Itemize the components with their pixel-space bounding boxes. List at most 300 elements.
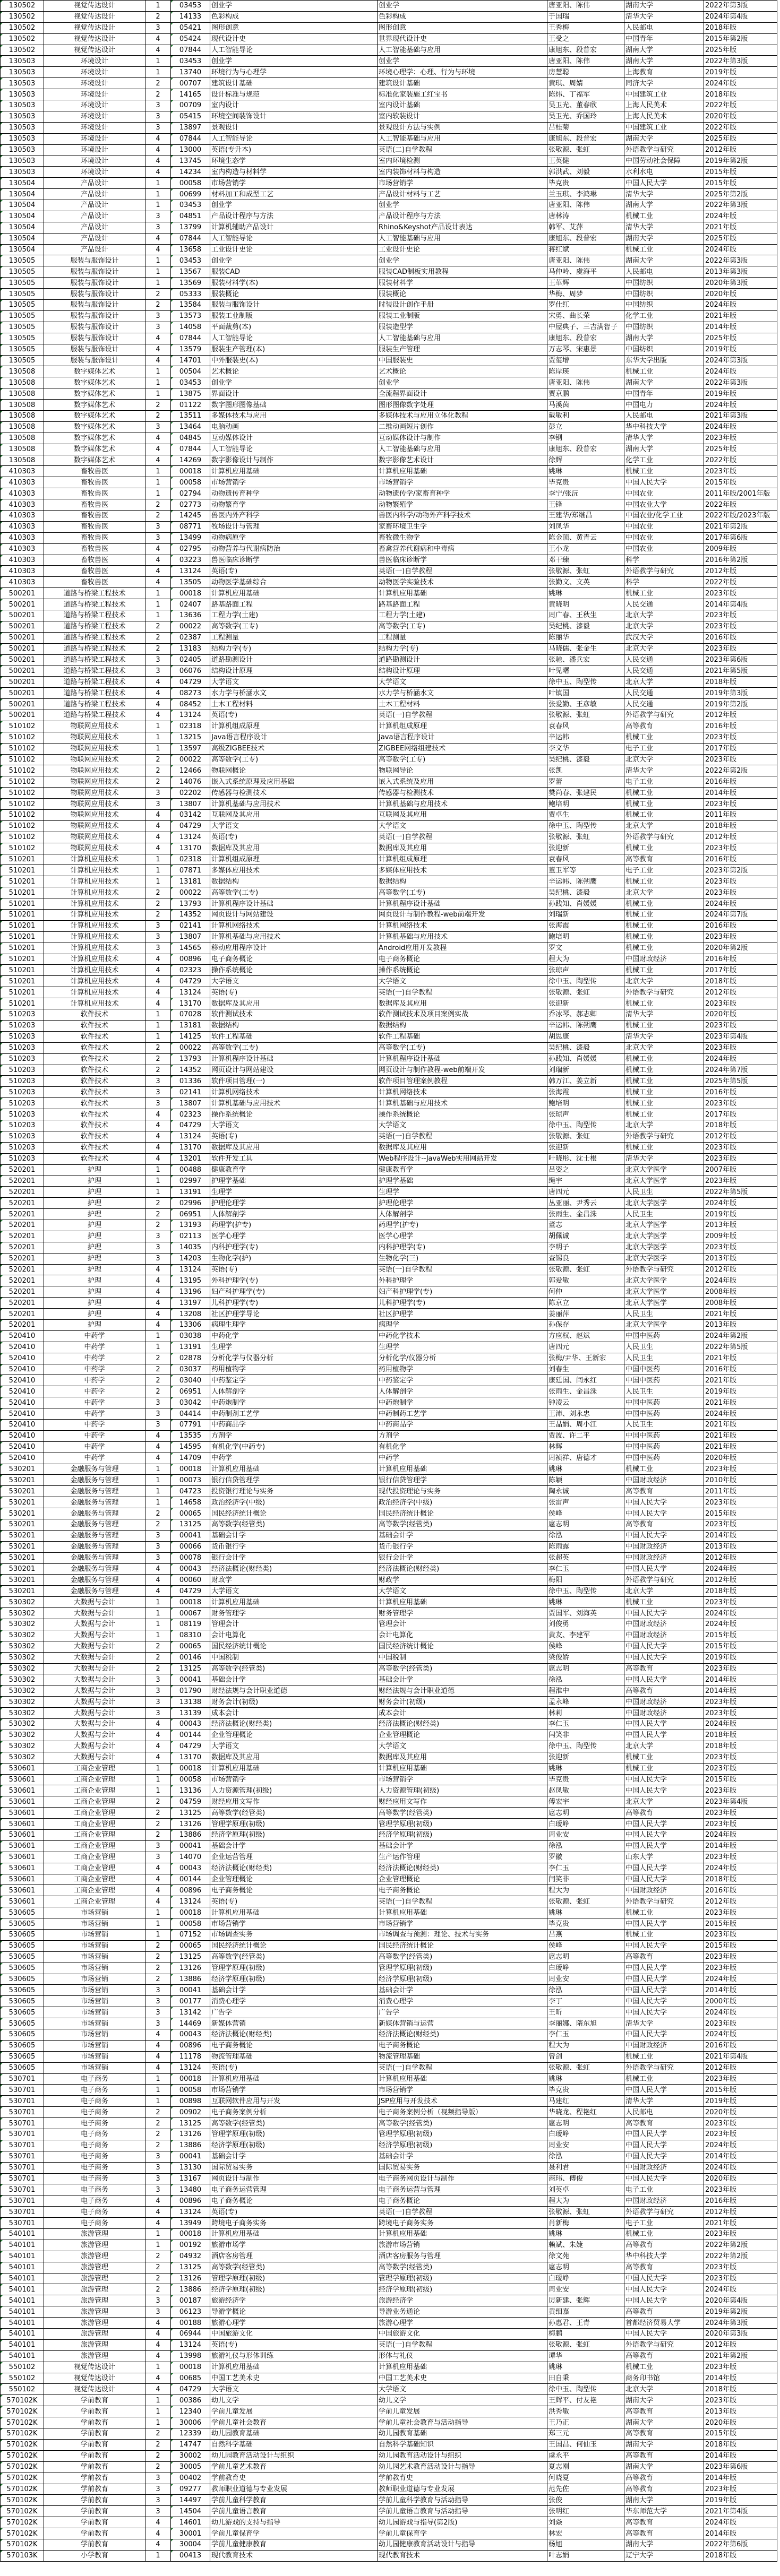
major-name-cell[interactable]: 金融服务与管理 — [44, 1530, 145, 1541]
textbook-name-cell[interactable]: 学前儿童语言教育与活动指导 — [378, 2506, 547, 2517]
semester-cell[interactable]: 2 — [145, 765, 171, 776]
course-code-cell[interactable]: 06951 — [171, 1209, 210, 1220]
major-name-cell[interactable]: 畜牧兽医 — [44, 510, 145, 521]
edition-cell[interactable]: 2023年版 — [704, 931, 777, 943]
textbook-name-cell[interactable]: 中国税制 — [378, 1652, 547, 1663]
author-cell[interactable]: 扈志明 — [547, 1519, 624, 1531]
edition-cell[interactable]: 2012年版 — [704, 710, 777, 721]
author-cell[interactable]: 王小龙 — [547, 543, 624, 555]
major-code-cell[interactable]: 530601 — [1, 1874, 44, 1885]
author-cell[interactable]: 辛运帏、陈朔鹰 — [547, 876, 624, 887]
major-code-cell[interactable]: 570102K — [1, 2528, 44, 2539]
semester-cell[interactable]: 2 — [145, 1042, 171, 1053]
edition-cell[interactable]: 2013年第3版 — [704, 266, 777, 278]
textbook-name-cell[interactable]: 管理学原理(初级) — [378, 2273, 547, 2284]
edition-cell[interactable]: 2012年版 — [704, 2207, 777, 2218]
publisher-cell[interactable]: 机械工业 — [624, 1020, 704, 1031]
course-name-cell[interactable]: 高等数学(工专) — [210, 621, 378, 632]
course-name-cell[interactable]: 数据结构 — [210, 1020, 378, 1031]
author-cell[interactable]: 华晓龙、程艳红 — [547, 2107, 624, 2118]
edition-cell[interactable]: 2012年版 — [704, 1575, 777, 1586]
semester-cell[interactable]: 1 — [145, 200, 171, 211]
semester-cell[interactable]: 2 — [145, 2140, 171, 2151]
publisher-cell[interactable]: 湖南大学 — [624, 133, 704, 144]
publisher-cell[interactable]: 水利水电 — [624, 167, 704, 178]
textbook-name-cell[interactable]: 世界现代设计史 — [378, 33, 547, 45]
textbook-name-cell[interactable]: 人力资源管理(初级) — [378, 1785, 547, 1796]
author-cell[interactable]: 王革辉 — [547, 278, 624, 289]
semester-cell[interactable]: 1 — [145, 2406, 171, 2417]
edition-cell[interactable]: 2023年版 — [704, 1663, 777, 1674]
course-code-cell[interactable]: 00018 — [171, 1763, 210, 1774]
major-code-cell[interactable]: 130508 — [1, 400, 44, 411]
publisher-cell[interactable]: 电子工业 — [624, 865, 704, 876]
major-name-cell[interactable]: 软件技术 — [44, 1031, 145, 1042]
semester-cell[interactable]: 2 — [145, 410, 171, 421]
semester-cell[interactable]: 4 — [145, 1730, 171, 1741]
textbook-name-cell[interactable]: 经济学原理(初级) — [378, 2140, 547, 2151]
edition-cell[interactable]: 2021年版 — [704, 222, 777, 233]
course-name-cell[interactable]: 经济学原理(初级) — [210, 2140, 378, 2151]
author-cell[interactable]: 唐亚阳、陈伟 — [547, 255, 624, 266]
semester-cell[interactable]: 4 — [145, 2207, 171, 2218]
edition-cell[interactable]: 2018年版 — [704, 1120, 777, 1131]
major-code-cell[interactable]: 510203 — [1, 1120, 44, 1131]
course-name-cell[interactable]: 现代设计史 — [210, 33, 378, 45]
publisher-cell[interactable]: 上海人民美术 — [624, 111, 704, 122]
publisher-cell[interactable]: 机械工业 — [624, 1142, 704, 1153]
author-cell[interactable]: 张雨生、金昌洙 — [547, 1386, 624, 1397]
textbook-name-cell[interactable]: 服装材料学 — [378, 278, 547, 289]
edition-cell[interactable]: 2019年版 — [704, 67, 777, 78]
textbook-name-cell[interactable]: 景观设计方法与实例 — [378, 122, 547, 133]
semester-cell[interactable]: 2 — [145, 2107, 171, 2118]
edition-cell[interactable]: 2023年版 — [704, 2362, 777, 2373]
author-cell[interactable]: 扈志明 — [547, 1951, 624, 1963]
edition-cell[interactable]: 2020年版 — [704, 2417, 777, 2428]
author-cell[interactable]: 梅阳 — [547, 1575, 624, 1586]
course-name-cell[interactable]: 导游学概论 — [210, 2306, 378, 2318]
textbook-name-cell[interactable]: 人工智能基础与应用 — [378, 233, 547, 244]
major-code-cell[interactable]: 540101 — [1, 2251, 44, 2262]
author-cell[interactable]: 徐中玉、陶型传 — [547, 1586, 624, 1597]
major-code-cell[interactable]: 520201 — [1, 1309, 44, 1320]
author-cell[interactable]: 姚琳 — [547, 2073, 624, 2085]
course-name-cell[interactable]: 高等数学(工专) — [210, 1042, 378, 1053]
textbook-name-cell[interactable]: 市场营销学 — [378, 2085, 547, 2096]
publisher-cell[interactable]: 外语教学与研究 — [624, 2339, 704, 2350]
edition-cell[interactable]: 2023年版 — [704, 1242, 777, 1253]
course-name-cell[interactable]: 幼儿园教育基础 — [210, 2428, 378, 2440]
course-name-cell[interactable]: 中药鉴定学 — [210, 1375, 378, 1386]
edition-cell[interactable]: 2019年版 — [704, 1209, 777, 1220]
major-name-cell[interactable]: 学前教育 — [44, 2495, 145, 2506]
textbook-name-cell[interactable]: 动物繁殖学 — [378, 499, 547, 511]
major-name-cell[interactable]: 护理 — [44, 1319, 145, 1330]
textbook-name-cell[interactable]: 畜禽营养代谢病和中毒病 — [378, 543, 547, 555]
major-name-cell[interactable]: 环境设计 — [44, 133, 145, 144]
textbook-name-cell[interactable]: 方剂学 — [378, 1430, 547, 1441]
semester-cell[interactable]: 2 — [145, 400, 171, 411]
edition-cell[interactable]: 2016年版 — [704, 721, 777, 732]
publisher-cell[interactable]: 中国人民大学 — [624, 1508, 704, 1519]
course-name-cell[interactable]: 药理学(护专) — [210, 1220, 378, 1231]
major-code-cell[interactable]: 520201 — [1, 1319, 44, 1330]
edition-cell[interactable]: 2012年版 — [704, 2062, 777, 2073]
edition-cell[interactable]: 2024年第7版 — [704, 1065, 777, 1076]
semester-cell[interactable]: 2 — [145, 1065, 171, 1076]
major-name-cell[interactable]: 畜牧兽医 — [44, 577, 145, 588]
major-name-cell[interactable]: 物联网应用技术 — [44, 843, 145, 854]
course-name-cell[interactable]: 英语(专升本) — [210, 144, 378, 155]
major-name-cell[interactable]: 视觉传达设计 — [44, 22, 145, 33]
major-code-cell[interactable]: 530701 — [1, 2096, 44, 2107]
author-cell[interactable]: 马溪茵 — [547, 400, 624, 411]
major-name-cell[interactable]: 大数据与会计 — [44, 1719, 145, 1730]
author-cell[interactable]: 吴卫光、乔国玲 — [547, 111, 624, 122]
course-name-cell[interactable]: 操作系统概论 — [210, 965, 378, 976]
major-name-cell[interactable]: 金融服务与管理 — [44, 1475, 145, 1486]
course-code-cell[interactable]: 00018 — [171, 2229, 210, 2240]
course-name-cell[interactable]: 英语(专) — [210, 832, 378, 843]
course-name-cell[interactable]: 学前儿童艺术教育 — [210, 2461, 378, 2473]
course-code-cell[interactable]: 13807 — [171, 931, 210, 943]
major-code-cell[interactable]: 510102 — [1, 799, 44, 810]
edition-cell[interactable]: 2013年版 — [704, 1253, 777, 1264]
author-cell[interactable]: 孙践知、肖媛媛 — [547, 1053, 624, 1065]
course-code-cell[interactable]: 02318 — [171, 854, 210, 865]
course-code-cell[interactable]: 00041 — [171, 1674, 210, 1685]
edition-cell[interactable]: 2018年版 — [704, 1586, 777, 1597]
edition-cell[interactable]: 2014年版 — [704, 2473, 777, 2484]
major-code-cell[interactable]: 520201 — [1, 1264, 44, 1275]
course-name-cell[interactable]: 景观设计 — [210, 122, 378, 133]
edition-cell[interactable]: 2019年版 — [704, 2096, 777, 2107]
semester-cell[interactable]: 2 — [145, 643, 171, 654]
textbook-name-cell[interactable]: 导游业务通论 — [378, 2306, 547, 2318]
semester-cell[interactable]: 1 — [145, 610, 171, 621]
course-code-cell[interactable]: 13139 — [171, 1708, 210, 1719]
course-name-cell[interactable]: 艺术概论 — [210, 366, 378, 377]
course-code-cell[interactable]: 00022 — [171, 621, 210, 632]
edition-cell[interactable]: 2010年版 — [704, 1475, 777, 1486]
major-code-cell[interactable]: 570102K — [1, 2417, 44, 2428]
textbook-name-cell[interactable]: 经济学原理(初级) — [378, 2284, 547, 2295]
course-name-cell[interactable]: 企业管理概论 — [210, 1874, 378, 1885]
major-code-cell[interactable]: 530701 — [1, 2118, 44, 2129]
edition-cell[interactable]: 2022年第5版 — [704, 1187, 777, 1198]
course-name-cell[interactable]: 软件开发工具 — [210, 1153, 378, 1164]
course-name-cell[interactable]: 管理学原理(初级) — [210, 2273, 378, 2284]
author-cell[interactable]: 查锡良 — [547, 1253, 624, 1264]
author-cell[interactable]: 闫笑非 — [547, 1730, 624, 1741]
semester-cell[interactable]: 1 — [145, 1187, 171, 1198]
major-name-cell[interactable]: 大数据与会计 — [44, 1708, 145, 1719]
edition-cell[interactable]: 2023年第2版 — [704, 865, 777, 876]
textbook-name-cell[interactable]: 高等数学(经管类) — [378, 1663, 547, 1674]
major-name-cell[interactable]: 金融服务与管理 — [44, 1508, 145, 1519]
author-cell[interactable]: 侯峰 — [547, 1940, 624, 1951]
course-name-cell[interactable]: 会计电算化 — [210, 1630, 378, 1641]
major-name-cell[interactable]: 物联网应用技术 — [44, 788, 145, 799]
major-name-cell[interactable]: 道路与桥梁工程技术 — [44, 588, 145, 599]
major-code-cell[interactable]: 500201 — [1, 654, 44, 665]
major-name-cell[interactable]: 电子商务 — [44, 2207, 145, 2218]
textbook-name-cell[interactable]: 高等数学(经管类) — [378, 2118, 547, 2129]
semester-cell[interactable]: 3 — [145, 1420, 171, 1431]
course-name-cell[interactable]: 服装工业制版 — [210, 310, 378, 322]
semester-cell[interactable]: 2 — [145, 2129, 171, 2140]
author-cell[interactable]: 宋勇、曲长荣 — [547, 310, 624, 322]
major-name-cell[interactable]: 工商企业管理 — [44, 1863, 145, 1874]
major-code-cell[interactable]: 130504 — [1, 211, 44, 222]
major-name-cell[interactable]: 市场营销 — [44, 1907, 145, 1918]
major-name-cell[interactable]: 数字媒体艺术 — [44, 410, 145, 421]
course-name-cell[interactable]: 牧场设计与管理 — [210, 521, 378, 532]
textbook-name-cell[interactable]: 市场营销学 — [378, 477, 547, 488]
author-cell[interactable]: 姚琳 — [547, 1763, 624, 1774]
major-code-cell[interactable]: 510203 — [1, 1142, 44, 1153]
textbook-name-cell[interactable]: 健康教育学 — [378, 1164, 547, 1175]
course-name-cell[interactable]: 成本会计 — [210, 1708, 378, 1719]
edition-cell[interactable]: 2024年版 — [704, 211, 777, 222]
major-code-cell[interactable]: 530601 — [1, 1796, 44, 1808]
major-code-cell[interactable]: 130505 — [1, 266, 44, 278]
course-name-cell[interactable]: 界面设计 — [210, 388, 378, 400]
edition-cell[interactable]: 2024年版 — [704, 2284, 777, 2295]
course-code-cell[interactable]: 00188 — [171, 2318, 210, 2329]
textbook-name-cell[interactable]: 国际贸易实务 — [378, 2162, 547, 2173]
major-name-cell[interactable]: 畜牧兽医 — [44, 566, 145, 577]
course-name-cell[interactable]: 计算机程序设计基础 — [210, 1053, 378, 1065]
textbook-name-cell[interactable]: 妇产科护理学(专) — [378, 1286, 547, 1298]
publisher-cell[interactable]: 北京大学 — [624, 610, 704, 621]
publisher-cell[interactable]: 中国财政经济 — [624, 1708, 704, 1719]
course-code-cell[interactable]: 00018 — [171, 1907, 210, 1918]
textbook-name-cell[interactable]: 中国旅游文化 — [378, 2329, 547, 2340]
course-name-cell[interactable]: 中国税制 — [210, 1652, 378, 1663]
semester-cell[interactable]: 2 — [145, 887, 171, 898]
major-code-cell[interactable]: 570102K — [1, 2406, 44, 2417]
edition-cell[interactable]: 2024年版 — [704, 244, 777, 255]
course-code-cell[interactable]: 13126 — [171, 2129, 210, 2140]
publisher-cell[interactable]: 机械工业 — [624, 1053, 704, 1065]
author-cell[interactable]: 陶永诚 — [547, 1486, 624, 1497]
major-name-cell[interactable]: 电子商务 — [44, 2118, 145, 2129]
semester-cell[interactable]: 3 — [145, 2184, 171, 2195]
publisher-cell[interactable]: 高等教育 — [624, 2450, 704, 2461]
course-name-cell[interactable]: 中国工艺美术史 — [210, 2373, 378, 2384]
edition-cell[interactable]: 2024年版 — [704, 1053, 777, 1065]
semester-cell[interactable]: 1 — [145, 865, 171, 876]
author-cell[interactable]: 张雨生、金昌洙 — [547, 1209, 624, 1220]
semester-cell[interactable]: 1 — [145, 1486, 171, 1497]
course-name-cell[interactable]: 投资银行理论与实务 — [210, 1486, 378, 1497]
edition-cell[interactable]: 2023年版 — [704, 643, 777, 654]
course-code-cell[interactable]: 13949 — [171, 2218, 210, 2229]
textbook-name-cell[interactable]: 财务会计(初级) — [378, 1697, 547, 1708]
course-name-cell[interactable]: 高等数学(经管类) — [210, 2262, 378, 2273]
course-name-cell[interactable]: 人工智能导论 — [210, 333, 378, 344]
course-code-cell[interactable]: 06951 — [171, 1386, 210, 1397]
publisher-cell[interactable]: 化学工业 — [624, 455, 704, 466]
publisher-cell[interactable]: 山东大学 — [624, 1852, 704, 1863]
course-code-cell[interactable]: 13142 — [171, 2007, 210, 2018]
major-name-cell[interactable]: 数字媒体艺术 — [44, 400, 145, 411]
course-code-cell[interactable]: 00902 — [171, 2107, 210, 2118]
author-cell[interactable]: 程大为 — [547, 2195, 624, 2207]
edition-cell[interactable]: 2018年版 — [704, 2550, 777, 2561]
course-code-cell[interactable]: 14165 — [171, 89, 210, 100]
course-code-cell[interactable]: 02795 — [171, 543, 210, 555]
publisher-cell[interactable]: 高等教育 — [624, 2484, 704, 2495]
course-name-cell[interactable]: 人工智能导论 — [210, 45, 378, 56]
edition-cell[interactable]: 2015年第2版 — [704, 33, 777, 45]
edition-cell[interactable]: 2024年第3版 — [704, 2318, 777, 2329]
textbook-name-cell[interactable]: 人体解剖学 — [378, 1386, 547, 1397]
semester-cell[interactable]: 4 — [145, 688, 171, 699]
author-cell[interactable]: 贾波、许二平 — [547, 1430, 624, 1441]
author-cell[interactable]: 毕克贵 — [547, 1918, 624, 1930]
semester-cell[interactable]: 4 — [145, 1453, 171, 1464]
textbook-name-cell[interactable]: 创业学 — [378, 377, 547, 388]
major-code-cell[interactable]: 510102 — [1, 776, 44, 788]
publisher-cell[interactable]: 科学 — [624, 577, 704, 588]
course-code-cell[interactable]: 00043 — [171, 2029, 210, 2040]
author-cell[interactable]: 扈志明 — [547, 1808, 624, 1819]
textbook-name-cell[interactable]: 经济法概论(财经类) — [378, 1719, 547, 1730]
textbook-name-cell[interactable]: 数据库及其应用 — [378, 1752, 547, 1763]
textbook-name-cell[interactable]: 畜牧微生物学 — [378, 532, 547, 543]
course-code-cell[interactable]: 04729 — [171, 1741, 210, 1752]
publisher-cell[interactable]: 中国人民大学 — [624, 1985, 704, 1996]
textbook-name-cell[interactable]: 室内环境检测 — [378, 155, 547, 167]
publisher-cell[interactable]: 湖南大学 — [624, 1, 704, 12]
major-name-cell[interactable]: 旅游管理 — [44, 2251, 145, 2262]
author-cell[interactable]: 张敬源、张虹 — [547, 832, 624, 843]
publisher-cell[interactable]: 中国人民大学 — [624, 2085, 704, 2096]
major-name-cell[interactable]: 视觉传达设计 — [44, 2373, 145, 2384]
course-code-cell[interactable]: 13464 — [171, 421, 210, 433]
edition-cell[interactable]: 2024年第7版 — [704, 910, 777, 921]
publisher-cell[interactable]: 人民邮电 — [624, 266, 704, 278]
publisher-cell[interactable]: 湖南大学 — [624, 255, 704, 266]
author-cell[interactable]: 郭爱敏 — [547, 1275, 624, 1286]
course-code-cell[interactable]: 08452 — [171, 699, 210, 710]
course-name-cell[interactable]: 计算机应用基础 — [210, 2362, 378, 2373]
course-code-cell[interactable]: 13124 — [171, 2339, 210, 2350]
edition-cell[interactable]: 2024年版 — [704, 1719, 777, 1730]
course-name-cell[interactable]: 计算机应用基础 — [210, 466, 378, 477]
major-name-cell[interactable]: 工商企业管理 — [44, 1763, 145, 1774]
publisher-cell[interactable]: 北京大学医学 — [624, 1242, 704, 1253]
major-code-cell[interactable]: 130505 — [1, 255, 44, 266]
publisher-cell[interactable]: 华中科技大学 — [624, 2251, 704, 2262]
major-code-cell[interactable]: 530201 — [1, 1530, 44, 1541]
author-cell[interactable]: 张爱勤、王彦敏 — [547, 699, 624, 710]
major-name-cell[interactable]: 工商企业管理 — [44, 1885, 145, 1896]
course-name-cell[interactable]: 经济法概论(财经类) — [210, 1719, 378, 1730]
semester-cell[interactable]: 4 — [145, 710, 171, 721]
major-code-cell[interactable]: 130502 — [1, 22, 44, 33]
major-name-cell[interactable]: 大数据与会计 — [44, 1730, 145, 1741]
course-name-cell[interactable]: 学前儿童发展 — [210, 2406, 378, 2417]
edition-cell[interactable]: 2023年版 — [704, 799, 777, 810]
author-cell[interactable]: 韩军、艾萍 — [547, 222, 624, 233]
textbook-name-cell[interactable]: 幼儿园艺术教育活动设计与指导 — [378, 2461, 547, 2473]
author-cell[interactable]: 程淮中 — [547, 1685, 624, 1697]
course-code-cell[interactable]: 07844 — [171, 133, 210, 144]
course-code-cell[interactable]: 07844 — [171, 333, 210, 344]
major-name-cell[interactable]: 旅游管理 — [44, 2229, 145, 2240]
edition-cell[interactable]: 2014年版 — [704, 2528, 777, 2539]
textbook-name-cell[interactable]: 计算机基础与应用技术 — [378, 1098, 547, 1109]
semester-cell[interactable]: 3 — [145, 322, 171, 333]
edition-cell[interactable]: 2023年版 — [704, 754, 777, 765]
course-code-cell[interactable]: 13183 — [171, 643, 210, 654]
author-cell[interactable]: 徐中玉、陶型传 — [547, 1741, 624, 1752]
edition-cell[interactable]: 2023年版 — [704, 2229, 777, 2240]
major-code-cell[interactable]: 530302 — [1, 1630, 44, 1641]
author-cell[interactable]: 王受之 — [547, 33, 624, 45]
textbook-name-cell[interactable]: 医学心理学 — [378, 1231, 547, 1242]
author-cell[interactable]: 吴纪桃、漆毅 — [547, 754, 624, 765]
semester-cell[interactable]: 4 — [145, 233, 171, 244]
major-code-cell[interactable]: 130503 — [1, 111, 44, 122]
major-code-cell[interactable]: 520201 — [1, 1187, 44, 1198]
semester-cell[interactable]: 1 — [145, 2085, 171, 2096]
course-code-cell[interactable]: 12340 — [171, 2406, 210, 2417]
course-name-cell[interactable]: 生物化学(护) — [210, 1253, 378, 1264]
publisher-cell[interactable]: 机械工业 — [624, 366, 704, 377]
course-code-cell[interactable]: 00018 — [171, 588, 210, 599]
textbook-name-cell[interactable]: 人工智能基础与应用 — [378, 45, 547, 56]
textbook-name-cell[interactable]: 中药炮制学 — [378, 1397, 547, 1408]
textbook-name-cell[interactable]: 中药化学技术 — [378, 1330, 547, 1342]
textbook-name-cell[interactable]: 英语(一)自学教程 — [378, 710, 547, 721]
publisher-cell[interactable]: 中国人民大学 — [624, 1996, 704, 2007]
course-code-cell[interactable]: 04723 — [171, 1486, 210, 1497]
major-name-cell[interactable]: 工商企业管理 — [44, 1852, 145, 1863]
author-cell[interactable]: 周祯祥、唐德才 — [547, 1453, 624, 1464]
major-name-cell[interactable]: 畜牧兽医 — [44, 488, 145, 499]
author-cell[interactable]: 徐中玉、陶型传 — [547, 1120, 624, 1131]
publisher-cell[interactable]: 北京大学 — [624, 976, 704, 987]
textbook-name-cell[interactable]: 英语(一)自学教程 — [378, 987, 547, 998]
author-cell[interactable]: 于国瑞 — [547, 11, 624, 22]
textbook-name-cell[interactable]: 学前儿童发展 — [378, 2406, 547, 2417]
author-cell[interactable]: 李仁玉 — [547, 1563, 624, 1575]
author-cell[interactable]: 程大为 — [547, 2040, 624, 2051]
author-cell[interactable]: 辛运帏、陈朔鹰 — [547, 1020, 624, 1031]
publisher-cell[interactable]: 湖南大学 — [624, 444, 704, 455]
course-name-cell[interactable]: 货币银行学 — [210, 1541, 378, 1552]
course-name-cell[interactable]: 分析化学与仪器分析 — [210, 1353, 378, 1364]
course-code-cell[interactable]: 07844 — [171, 444, 210, 455]
edition-cell[interactable]: 2022年版 — [704, 122, 777, 133]
course-code-cell[interactable]: 13124 — [171, 2062, 210, 2073]
course-code-cell[interactable]: 14070 — [171, 1852, 210, 1863]
publisher-cell[interactable]: 机械工业 — [624, 920, 704, 931]
major-code-cell[interactable]: 130505 — [1, 278, 44, 289]
textbook-name-cell[interactable]: ZIGBEE网络组建技术 — [378, 743, 547, 754]
course-code-cell[interactable]: 03453 — [171, 200, 210, 211]
textbook-name-cell[interactable]: 高等数学(工专) — [378, 621, 547, 632]
publisher-cell[interactable]: 高等教育 — [624, 2473, 704, 2484]
author-cell[interactable]: 徐中玉、陶型传 — [547, 677, 624, 688]
publisher-cell[interactable]: 机械工业 — [624, 1763, 704, 1774]
textbook-name-cell[interactable]: 建筑设计基础 — [378, 78, 547, 89]
